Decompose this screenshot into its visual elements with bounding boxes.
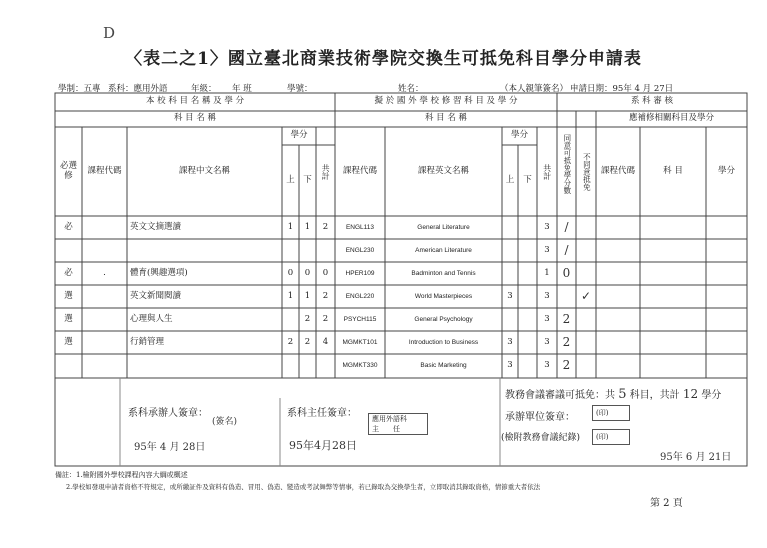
form-title: 〈表二之1〉國立臺北商業技術學院交換生可抵免科目學分申請表 bbox=[125, 49, 642, 69]
row-type: 必 bbox=[64, 267, 73, 278]
row-foreign-total: 3 bbox=[544, 290, 550, 301]
col-first-semester: 上 bbox=[286, 174, 295, 185]
row-type bbox=[55, 354, 82, 377]
nian-ban-field: 年 班 bbox=[232, 84, 252, 94]
row-type: 必 bbox=[64, 221, 73, 232]
col-second-semester: 下 bbox=[303, 174, 312, 185]
col-disagree: 不同意抵免 bbox=[582, 152, 592, 191]
row-disagree bbox=[576, 354, 596, 377]
meeting-text: 教務會議審議可抵免：共 bbox=[505, 390, 615, 401]
row-first-sem: 1 bbox=[287, 290, 294, 301]
director-sign-label: 系科主任簽章： bbox=[287, 408, 357, 419]
xingming-field: 姓名： bbox=[398, 84, 424, 94]
row-code bbox=[82, 239, 127, 262]
row-total bbox=[316, 239, 335, 262]
row-total: 4 bbox=[322, 336, 329, 347]
row-english-name: American Literature bbox=[415, 246, 472, 254]
row-second-sem: 1 bbox=[304, 221, 311, 232]
row-foreign-first bbox=[502, 308, 518, 331]
row-first-sem: 1 bbox=[287, 221, 294, 232]
row-code bbox=[82, 285, 127, 308]
unit-sign-label: 承辦單位簽章： bbox=[505, 412, 575, 423]
application-date: 申請日期：95年 4 月 27日 bbox=[570, 84, 674, 94]
row-foreign-total: 3 bbox=[544, 336, 550, 347]
row-chinese-name: 心理與人生 bbox=[130, 313, 173, 324]
row-foreign-second bbox=[518, 308, 537, 331]
row-total: 0 bbox=[322, 267, 329, 278]
group-header-foreign: 擬 於 國 外 學 校 修 習 科 目 及 學 分 bbox=[374, 96, 518, 107]
row-first-sem bbox=[282, 354, 299, 377]
page-number: 第 2 頁 bbox=[650, 498, 683, 509]
col-foreign-second: 下 bbox=[523, 174, 532, 185]
row-foreign-first: 3 bbox=[507, 359, 513, 370]
row-second-sem: 2 bbox=[304, 313, 311, 324]
row-total: 2 bbox=[322, 313, 329, 324]
col-makeup-subject: 科 目 bbox=[663, 165, 683, 176]
row-foreign-total: 3 bbox=[544, 221, 550, 232]
handler-date: 95年 4 月 28日 bbox=[134, 442, 206, 453]
director-date: 95年4月28日 bbox=[289, 439, 357, 452]
director-stamp bbox=[368, 413, 428, 435]
col-chinese-name: 課程中文名稱 bbox=[178, 165, 230, 176]
row-foreign-code: ENGL220 bbox=[345, 292, 375, 300]
row-foreign-second bbox=[518, 354, 537, 377]
row-second-sem bbox=[299, 239, 316, 262]
subheader-local-name: 科 目 名 稱 bbox=[173, 113, 217, 124]
col-foreign-code: 課程代碼 bbox=[342, 165, 377, 176]
row-agree-credits bbox=[557, 285, 576, 308]
group-header-review: 系 科 審 核 bbox=[630, 96, 674, 107]
row-foreign-first bbox=[502, 262, 518, 285]
row-first-sem bbox=[282, 239, 299, 262]
handwritten-d-mark: D bbox=[103, 24, 116, 42]
meeting-unit: 科目，共計 bbox=[629, 390, 680, 401]
note-1: 備註：1.檢附國外學校課程內容大綱或概述 bbox=[55, 471, 188, 479]
row-english-name: World Masterpieces bbox=[414, 292, 473, 300]
row-code bbox=[82, 331, 127, 354]
row-foreign-second bbox=[518, 285, 537, 308]
subheader-foreign-name: 科 目 名 稱 bbox=[424, 113, 468, 124]
row-disagree bbox=[576, 262, 596, 285]
xuehao-field: 學號： bbox=[287, 84, 313, 94]
row-foreign-total: 3 bbox=[544, 313, 550, 324]
row-disagree bbox=[576, 216, 596, 239]
row-foreign-total: 1 bbox=[544, 267, 550, 278]
meeting-approval bbox=[505, 386, 721, 402]
col-course-code: 課程代碼 bbox=[87, 165, 122, 176]
row-agree-credits: 0 bbox=[562, 265, 571, 280]
row-disagree bbox=[576, 331, 596, 354]
row-code bbox=[82, 308, 127, 331]
row-foreign-code: PSYCH115 bbox=[343, 315, 377, 323]
col-required-elective: 必選修 bbox=[59, 160, 77, 181]
row-second-sem: 0 bbox=[304, 267, 311, 278]
row-type bbox=[55, 239, 82, 262]
row-chinese-name: 英文文摘選讀 bbox=[130, 221, 182, 232]
row-type: 選 bbox=[64, 290, 73, 301]
unit-stamp: (印) bbox=[592, 405, 630, 421]
row-type: 選 bbox=[64, 336, 73, 347]
row-disagree bbox=[576, 239, 596, 262]
row-total bbox=[316, 354, 335, 377]
meeting-count: 5 bbox=[618, 387, 627, 402]
row-code bbox=[82, 216, 127, 239]
attach-stamp: (印) bbox=[592, 429, 630, 445]
col-makeup-code: 課程代碼 bbox=[600, 165, 635, 176]
row-chinese-name: 行銷管理 bbox=[130, 336, 165, 347]
col-total: 共計 bbox=[321, 163, 331, 180]
nianji-field: 年級： bbox=[191, 84, 217, 94]
col-agree-credits: 同意可抵免學分數 bbox=[562, 133, 572, 194]
row-foreign-second bbox=[518, 239, 537, 262]
row-total: 2 bbox=[322, 290, 329, 301]
row-agree-credits: / bbox=[564, 242, 569, 257]
signature-note: （本人親筆簽名） bbox=[500, 84, 569, 94]
row-foreign-second bbox=[518, 216, 537, 239]
row-second-sem bbox=[299, 354, 316, 377]
row-foreign-first: 3 bbox=[507, 336, 513, 347]
row-english-name: Introduction to Business bbox=[408, 338, 479, 346]
row-first-sem: 0 bbox=[287, 267, 294, 278]
meeting-credits: 12 bbox=[682, 387, 699, 401]
row-foreign-second bbox=[518, 331, 537, 354]
row-type: 選 bbox=[64, 313, 73, 324]
row-english-name: Basic Marketing bbox=[420, 361, 467, 369]
row-agree-credits: 2 bbox=[562, 357, 571, 372]
group-header-local: 本 校 科 目 名 稱 及 學 分 bbox=[145, 96, 245, 107]
row-disagree bbox=[576, 308, 596, 331]
col-foreign-total: 共計 bbox=[542, 163, 552, 180]
row-foreign-total: 3 bbox=[544, 244, 550, 255]
col-english-name: 課程英文名稱 bbox=[417, 165, 469, 176]
col-foreign-first: 上 bbox=[505, 174, 515, 185]
handler-sign-label: 系科承辦人簽章： bbox=[128, 408, 208, 419]
row-code: . bbox=[103, 267, 106, 278]
row-foreign-first bbox=[502, 239, 518, 262]
row-first-sem bbox=[282, 308, 299, 331]
row-agree-credits: 2 bbox=[562, 311, 571, 326]
handler-signature: (簽名) bbox=[212, 417, 238, 427]
row-foreign-second bbox=[518, 262, 537, 285]
row-english-name: Badminton and Tennis bbox=[411, 269, 476, 277]
row-total: 2 bbox=[322, 221, 329, 232]
row-foreign-total: 3 bbox=[544, 359, 550, 370]
row-agree-credits: 2 bbox=[562, 334, 571, 349]
director-stamp-line2: 主 任 bbox=[372, 425, 400, 433]
col-foreign-credits: 學分 bbox=[510, 130, 528, 141]
row-english-name: General Psychology bbox=[414, 315, 473, 323]
row-second-sem: 2 bbox=[304, 336, 311, 347]
row-foreign-code: MGMKT101 bbox=[342, 338, 378, 346]
attach-note: (檢附教務會議紀錄) bbox=[501, 433, 581, 443]
xuezhi-field: 學制：五專 bbox=[58, 84, 101, 94]
col-credits: 學分 bbox=[290, 130, 308, 141]
row-second-sem: 1 bbox=[304, 290, 311, 301]
row-foreign-first bbox=[502, 216, 518, 239]
row-agree-credits: / bbox=[564, 219, 569, 234]
row-chinese-name bbox=[127, 239, 282, 262]
row-first-sem: 2 bbox=[287, 336, 294, 347]
row-foreign-code: HPER109 bbox=[345, 269, 375, 277]
row-foreign-first: 3 bbox=[507, 290, 513, 301]
final-date: 95年 6 月 21日 bbox=[660, 452, 732, 463]
row-code bbox=[82, 354, 127, 377]
row-foreign-code: ENGL113 bbox=[345, 223, 375, 231]
row-chinese-name: 英文新聞閱讀 bbox=[130, 290, 182, 301]
meeting-end: 學分 bbox=[701, 390, 722, 401]
row-english-name: General Literature bbox=[417, 223, 470, 231]
subheader-makeup: 應補修相關科目及學分 bbox=[628, 113, 714, 124]
row-foreign-code: MGMKT330 bbox=[342, 361, 378, 369]
row-chinese-name: 體育(興趣選項) bbox=[130, 267, 188, 278]
row-disagree: ✓ bbox=[580, 288, 592, 303]
director-stamp-line1: 應用外語科 bbox=[372, 415, 407, 423]
col-makeup-credits: 學分 bbox=[717, 165, 735, 176]
row-foreign-code: ENGL230 bbox=[345, 246, 375, 254]
note-2: 2.學校如發現申請者資格不符規定，或所繳証件及資料有偽造、冒用、偽造、變造或考試舞弊等情事，若已錄取為交換學生者，立即取消其錄取資格，情節重大者依法 bbox=[66, 483, 541, 491]
xike-field: 系科：應用外語 bbox=[108, 84, 168, 94]
row-chinese-name bbox=[127, 354, 282, 377]
